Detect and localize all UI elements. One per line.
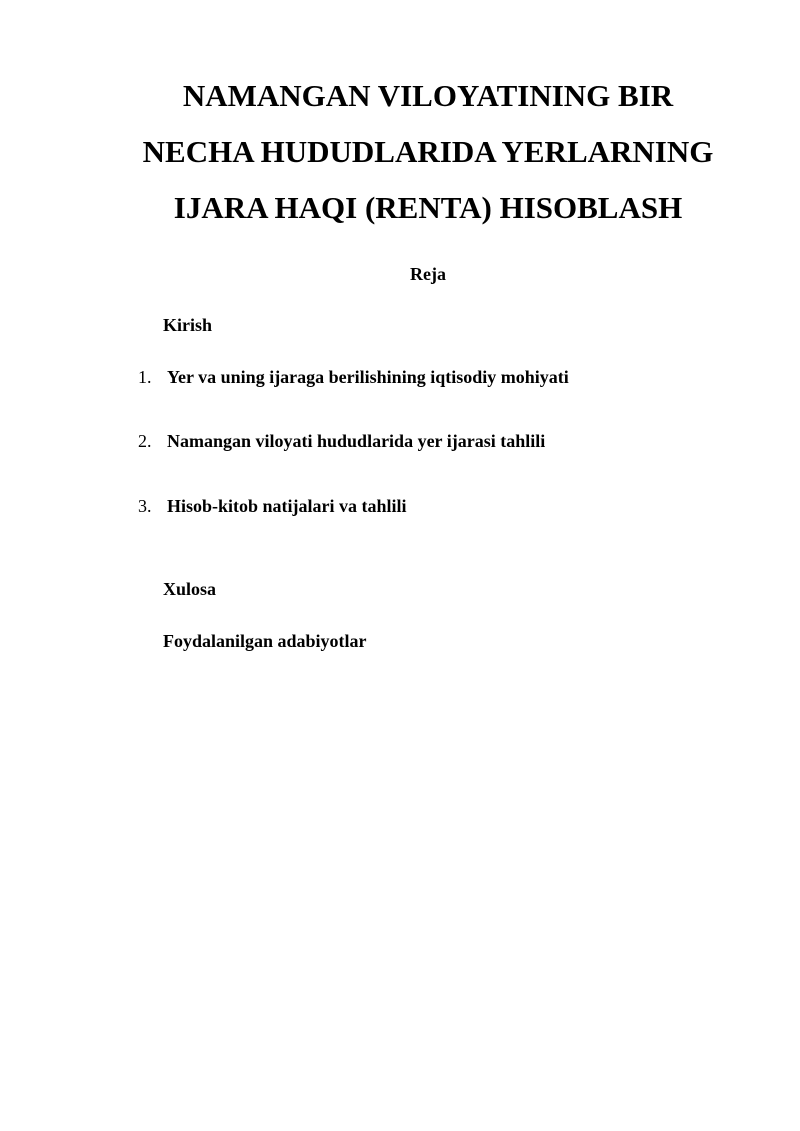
references-item: Foydalanilgan adabiyotlar <box>163 631 367 651</box>
list-item-number: 3. <box>138 496 152 516</box>
title-line: NECHA HUDUDLARIDA YERLARNING <box>142 134 714 169</box>
list-item-text: Hisob-kitob natijalari va tahlili <box>167 496 407 516</box>
conclusion-item: Xulosa <box>163 579 217 599</box>
list-item-number: 1. <box>138 367 152 387</box>
title-line: IJARA HAQI (RENTA) HISOBLASH <box>173 190 683 225</box>
document-title <box>100 68 756 236</box>
title-line: NAMANGAN VILOYATINING BIR <box>182 78 674 113</box>
list-item <box>138 366 569 388</box>
list-item-number: 2. <box>138 431 152 451</box>
list-item <box>138 495 407 517</box>
intro-item: Kirish <box>163 315 213 335</box>
list-item-text: Yer va uning ijaraga berilishining iqtisodiy mohiyati <box>167 367 569 387</box>
list-item <box>138 430 545 452</box>
list-item-text: Namangan viloyati hududlarida yer ijarasi tahlili <box>167 431 546 451</box>
plan-heading: Reja <box>410 264 446 284</box>
